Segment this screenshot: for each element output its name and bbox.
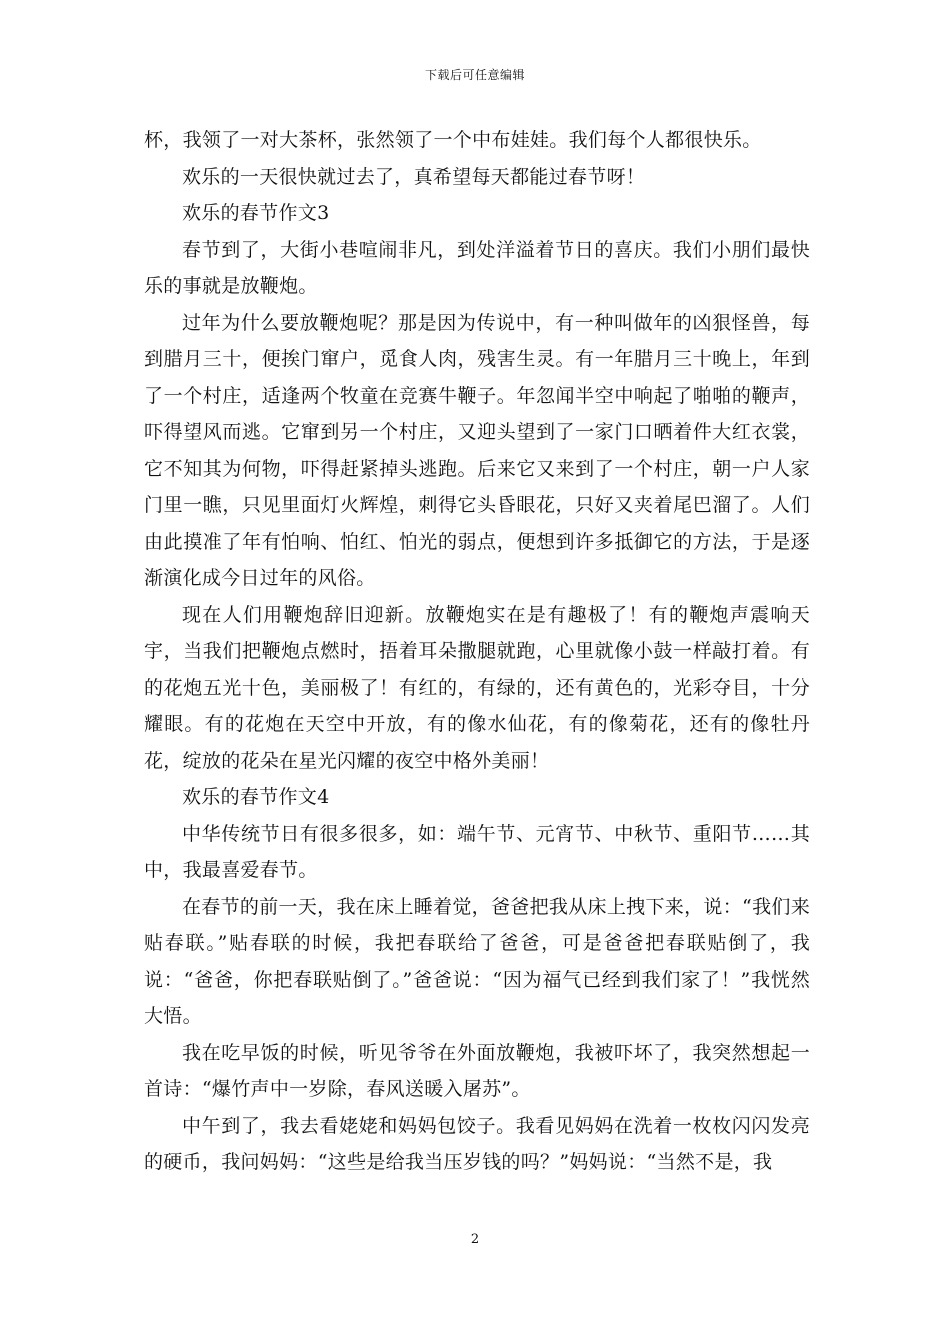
paragraph: 现在人们用鞭炮辞旧迎新。放鞭炮实在是有趣极了！有的鞭炮声震响天宇，当我们把鞭炮点燃时，捂着耳朵撒腿就跑，心里就像小鼓一样敲打着。有的花炮五光十色，美丽极了！有红的，有绿的，还有黄色的，光彩夺目，十分耀眼。有的花炮在天空中开放，有的像水仙花，有的像菊花，还有的像牡丹花，绽放的花朵在星光闪耀的夜空中格外美丽！ <box>144 603 810 772</box>
paragraph: 在春节的前一天，我在床上睡着觉，爸爸把我从床上拽下来，说：“我们来贴春联。”贴春联的时候，我把春联给了爸爸，可是爸爸把春联贴倒了，我说：“爸爸，你把春联贴倒了。”爸爸说：“因为福气已经到我们家了！”我恍然大悟。 <box>144 895 810 1027</box>
paragraph: 春节到了，大街小巷喧闹非凡，到处洋溢着节日的喜庆。我们小朋们最快乐的事就是放鞭炮。 <box>144 238 810 297</box>
section-heading: 欢乐的春节作文3 <box>182 202 330 224</box>
paragraph: 中华传统节日有很多很多，如：端午节、元宵节、中秋节、重阳节……其中，我最喜爱春节。 <box>144 822 810 881</box>
section-heading: 欢乐的春节作文4 <box>182 786 330 808</box>
page-number: 2 <box>470 1232 480 1247</box>
paragraph: 过年为什么要放鞭炮呢？那是因为传说中，有一种叫做年的凶狠怪兽，每到腊月三十，便挨门窜户，觅食人肉，残害生灵。有一年腊月三十晚上，年到了一个村庄，适逢两个牧童在竞赛牛鞭子。年忽闻半空中响起了啪啪的鞭声，吓得望风而逃。它窜到另一个村庄，又迎头望到了一家门口晒着件大红衣裳，它不知其为何物，吓得赶紧掉头逃跑。后来它又来到了一个村庄，朝一户人家门里一瞧，只见里面灯火辉煌，刺得它头昏眼花，只好又夹着尾巴溜了。人们由此摸准了年有怕响、怕红、怕光的弱点，便想到许多抵御它的方法，于是逐渐演化成今日过年的风俗。 <box>144 311 810 589</box>
paragraph: 我在吃早饭的时候，听见爷爷在外面放鞭炮，我被吓坏了，我突然想起一首诗：“爆竹声中一岁除，春风送暖入屠苏”。 <box>144 1041 810 1100</box>
paragraph: 中午到了，我去看姥姥和妈妈包饺子。我看见妈妈在洗着一枚枚闪闪发亮的硬币，我问妈妈：“这些是给我当压岁钱的吗？”妈妈说：“当然不是，我 <box>144 1114 810 1173</box>
paragraph: 欢乐的一天很快就过去了，真希望每天都能过春节呀！ <box>182 165 646 188</box>
paragraph: 杯，我领了一对大茶杯，张然领了一个中布娃娃。我们每个人都很快乐。 <box>144 129 762 151</box>
page-header: 下载后可任意编辑 <box>424 68 525 82</box>
document-body <box>144 122 810 1181</box>
